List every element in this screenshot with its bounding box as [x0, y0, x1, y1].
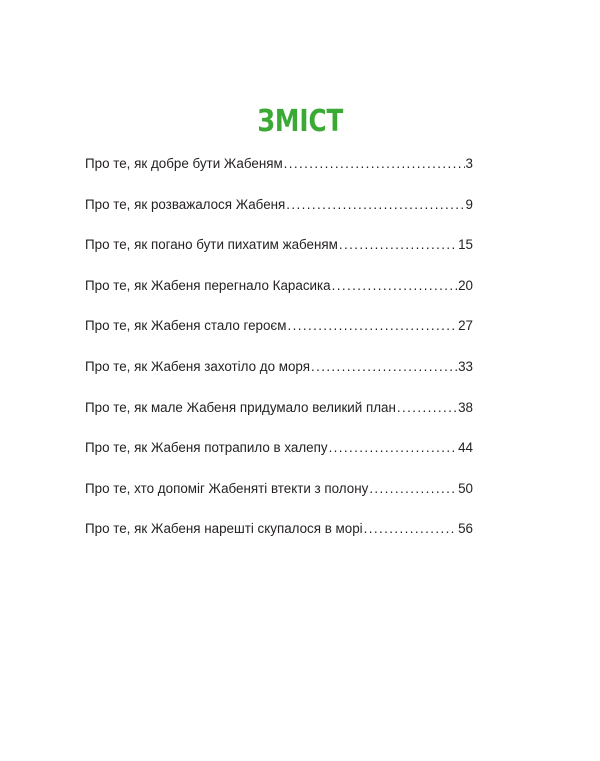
toc-entry [85, 518, 473, 540]
toc-entry [85, 397, 473, 419]
toc-entry [85, 437, 473, 459]
toc-dot-leader [397, 397, 457, 419]
toc-dot-leader [286, 194, 464, 216]
toc-page-number: 38 [458, 399, 473, 415]
toc-entry [85, 478, 473, 500]
toc-dot-leader [287, 315, 457, 337]
toc-dot-leader [339, 234, 457, 256]
toc-dot-leader [364, 518, 457, 540]
toc-page-number: 56 [458, 521, 473, 537]
toc-entry-title: Про те, хто допоміг Жабеняті втекти з полону [85, 480, 369, 496]
toc-page-number: 9 [465, 196, 473, 212]
toc-entry-title: Про те, як Жабеня стало героєм [85, 318, 287, 334]
toc-dot-leader [369, 478, 457, 500]
toc-dot-leader [284, 153, 465, 175]
toc-page-number: 33 [458, 358, 473, 374]
toc-entry [85, 234, 473, 256]
toc-dot-leader [311, 356, 457, 378]
toc-page-number: 44 [458, 440, 473, 456]
toc-entry [85, 315, 473, 337]
toc-page-number: 20 [458, 277, 473, 293]
table-of-contents [85, 153, 473, 559]
toc-entry-title: Про те, як Жабеня перегнало Карасика [85, 277, 331, 293]
toc-entry-title: Про те, як Жабеня потрапило в халепу [85, 440, 328, 456]
toc-entry-title: Про те, як добре бути Жабеням [85, 156, 283, 171]
toc-page-number: 3 [465, 156, 473, 171]
toc-entry-title: Про те, як розважалося Жабеня [85, 196, 286, 212]
toc-dot-leader [329, 437, 458, 459]
page-title: ЗМІСТ [257, 104, 344, 140]
toc-dot-leader [332, 275, 457, 297]
toc-entry-title: Про те, як мале Жабеня придумало великий план [85, 399, 396, 415]
toc-page-number: 50 [458, 480, 473, 496]
toc-entry [85, 153, 473, 175]
toc-page-number: 15 [458, 237, 473, 253]
toc-page-number: 27 [458, 318, 473, 334]
toc-entry [85, 275, 473, 297]
toc-entry [85, 194, 473, 216]
toc-entry-title: Про те, як Жабеня захотіло до моря [85, 358, 310, 374]
toc-entry-title: Про те, як Жабеня нарешті скупалося в морі [85, 521, 363, 537]
toc-entry [85, 356, 473, 378]
toc-entry-title: Про те, як погано бути пихатим жабеням [85, 237, 338, 253]
